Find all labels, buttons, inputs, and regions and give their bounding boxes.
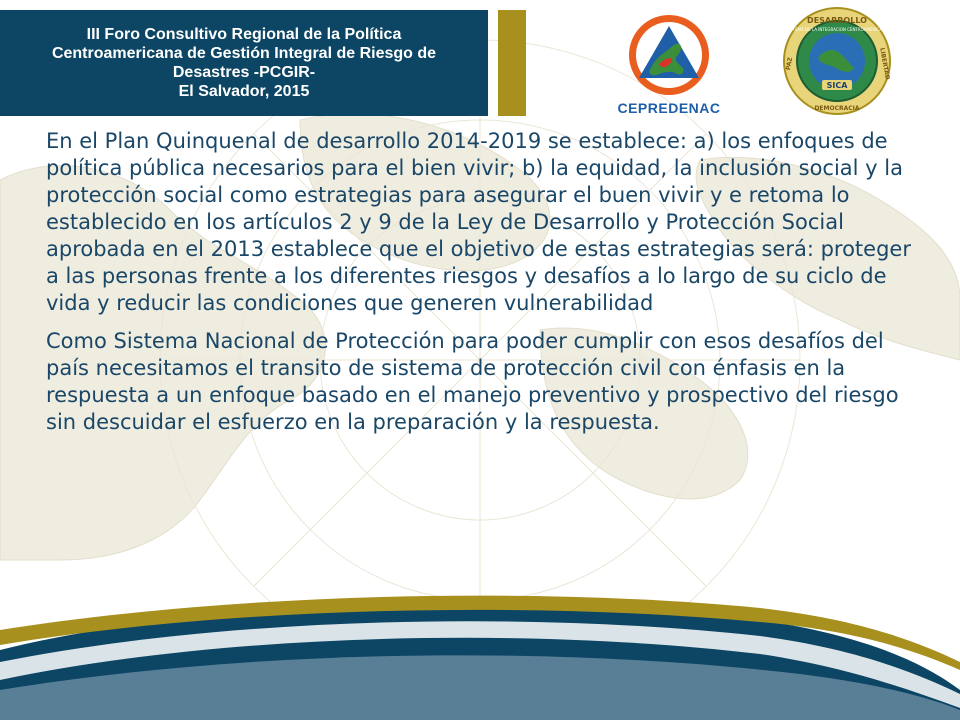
- cepredenac-logo-icon: [619, 12, 719, 98]
- bottom-swoosh: [0, 590, 960, 720]
- header-line-2: Centroamericana de Gestión Integral de Riesgo de: [51, 45, 437, 62]
- sica-bottom-text: DEMOCRACIA: [814, 105, 860, 112]
- cepredenac-wordmark: CEPREDENAC: [617, 100, 721, 116]
- sica-top-text: DESARROLLO: [807, 16, 867, 25]
- header-line-3: Desastres -PCGIR-: [172, 64, 316, 81]
- header-title-block: [0, 10, 488, 116]
- paragraph-2: Como Sistema Nacional de Protección para poder cumplir con esos desafíos del país necesitamos el transito de sistema de protección civil con énfasis en la respuesta a un enfoque basado en el manejo preventivo y prospectivo del riesgo sin descuidar el esfuerzo en la preparación y la respuesta.: [46, 329, 899, 434]
- sica-left-text: PAZ: [784, 56, 795, 71]
- slide-body: [46, 128, 930, 447]
- sica-right-text: LIBERTAD: [878, 47, 891, 81]
- sica-center-text: SICA: [826, 81, 848, 90]
- sica-seal-icon: [782, 6, 892, 116]
- header-line-4: El Salvador, 2015: [178, 83, 310, 100]
- gold-accent-bar: [498, 10, 526, 116]
- cepredenac-logo: [598, 12, 740, 120]
- sica-ring-text: SISTEMA DE LA INTEGRACION CENTROAMERICANA: [786, 27, 888, 32]
- header-line-1: III Foro Consultivo Regional de la Política: [86, 26, 402, 43]
- paragraph-1: En el Plan Quinquenal de desarrollo 2014-2019 se establece: a) los enfoques de política pública necesarios para el bien vivir; b) la equidad, la inclusión social y la protección social como estrategias para asegurar el buen vivir y e retoma lo establecido en los artículos 2 y 9 de la Ley de Desarrollo y Protección Social aprobada en el 2013 establece que el objetivo de estas estrategias será: proteger a las personas frente a los diferentes riesgos y desafíos a lo largo de su ciclo de vida y reducir las condiciones que generen vulnerabilidad: [46, 129, 911, 315]
